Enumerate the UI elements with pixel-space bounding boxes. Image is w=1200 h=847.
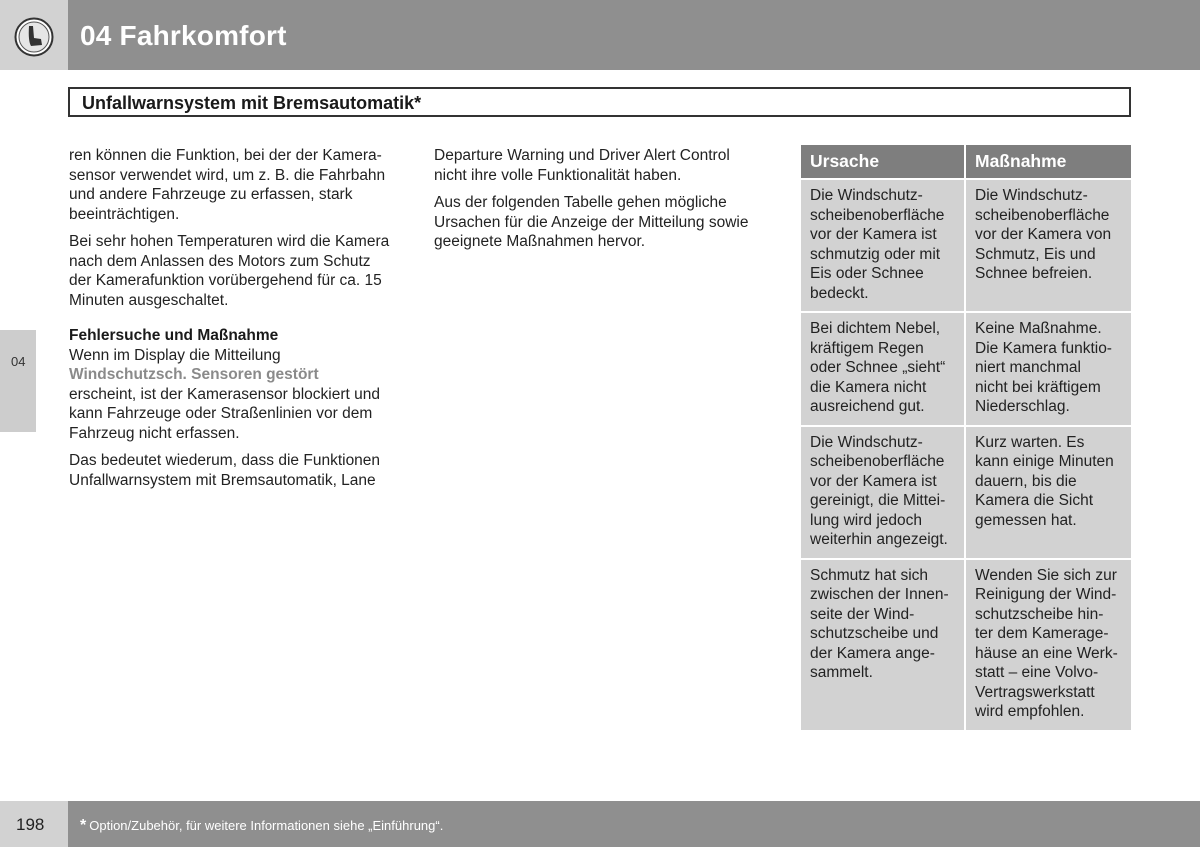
table-header-row bbox=[801, 145, 1131, 178]
text-line: nicht ihre volle Funktionalität haben. bbox=[434, 166, 682, 184]
text-line: Bei sehr hohen Temperaturen wird die Kamera bbox=[69, 233, 390, 250]
table-cell-cause: Die Windschutz- scheibenoberfläche vor der Kamera ist gereinigt, die Mittei- lung wird jedoch weiterhin angezeigt. bbox=[801, 427, 964, 558]
table-row bbox=[801, 180, 1131, 311]
text-line: beeinträchtigen. bbox=[69, 205, 180, 223]
table-cell-action: Wenden Sie sich zur Reinigung der Wind- schutzscheibe hin- ter dem Kamerage- häuse an eine Werk- statt – eine Volvo- Vertragswerkstatt wird empfohlen. bbox=[966, 560, 1131, 730]
text-column-1 bbox=[69, 146, 409, 498]
display-message: Windschutzsch. Sensoren gestört bbox=[69, 366, 319, 383]
text-column-2 bbox=[434, 146, 779, 260]
footnote-star: * bbox=[80, 817, 87, 834]
paragraph bbox=[69, 146, 409, 224]
seat-icon bbox=[14, 17, 54, 57]
text-line: Departure Warning und Driver Alert Control bbox=[434, 147, 730, 164]
table-cell-action: Kurz warten. Es kann einige Minuten dauern, bis die Kamera die Sicht gemessen hat. bbox=[966, 427, 1131, 558]
section-title: Unfallwarnsystem mit Bremsautomatik* bbox=[82, 93, 422, 113]
table-cell-action: Die Windschutz- scheibenoberfläche vor der Kamera von Schmutz, Eis und Schnee befreien. bbox=[966, 180, 1131, 311]
chapter-title: 04 Fahrkomfort bbox=[80, 20, 287, 51]
text-line: Ursachen für die Anzeige der Mitteilung sowie bbox=[434, 213, 749, 231]
page-number: 198 bbox=[16, 815, 45, 834]
text-line: Das bedeutet wiederum, dass die Funktionen bbox=[69, 452, 381, 469]
text-line: und andere Fahrzeuge zu erfassen, stark bbox=[69, 186, 353, 203]
troubleshooting-table bbox=[801, 145, 1131, 730]
paragraph bbox=[434, 193, 779, 252]
side-tab-label: 04 bbox=[11, 354, 26, 369]
chapter-icon-box bbox=[0, 0, 68, 70]
text-line: Fahrzeug nicht erfassen. bbox=[69, 424, 240, 442]
text-line: geeignete Maßnahmen hervor. bbox=[434, 233, 646, 250]
subheading: Fehlersuche und Maßnahme bbox=[69, 327, 279, 344]
text-line: der Kamerafunktion vorübergehend für ca. 15 bbox=[69, 272, 382, 289]
table-cell-cause: Die Windschutz- scheibenoberfläche vor der Kamera ist schmutzig oder mit Eis oder Schnee bedeckt. bbox=[801, 180, 964, 311]
table-row bbox=[801, 560, 1131, 730]
text-line: erscheint, ist der Kamerasensor blockiert und bbox=[69, 385, 381, 403]
paragraph bbox=[434, 146, 779, 185]
paragraph bbox=[69, 451, 409, 490]
text-line: nach dem Anlassen des Motors zum Schutz bbox=[69, 252, 371, 270]
text-line: sensor verwendet wird, um z. B. die Fahrbahn bbox=[69, 166, 386, 184]
section-title-box bbox=[68, 87, 1131, 117]
footnote bbox=[80, 817, 443, 835]
table-row bbox=[801, 427, 1131, 558]
footnote-text: Option/Zubehör, für weitere Informationen siehe „Einführung“. bbox=[89, 818, 444, 833]
text-line: ren können die Funktion, bei der der Kamera- bbox=[69, 147, 382, 164]
paragraph bbox=[69, 232, 409, 310]
text-line: kann Fahrzeuge oder Straßenlinien vor dem bbox=[69, 405, 373, 422]
text-line: Unfallwarnsystem mit Bremsautomatik, Lane bbox=[69, 471, 376, 489]
text-line: Aus der folgenden Tabelle gehen mögliche bbox=[434, 194, 727, 211]
table-header-action: Maßnahme bbox=[966, 145, 1131, 178]
footer-bar bbox=[68, 801, 1200, 847]
table-row bbox=[801, 313, 1131, 425]
text-line: Minuten ausgeschaltet. bbox=[69, 291, 229, 309]
table-cell-cause: Schmutz hat sich zwischen der Innen- seite der Wind- schutzscheibe und der Kamera ange- sammelt. bbox=[801, 560, 964, 730]
table-header-cause: Ursache bbox=[801, 145, 964, 178]
chapter-side-tab bbox=[0, 330, 36, 432]
text-line: Wenn im Display die Mitteilung bbox=[69, 346, 281, 364]
table-cell-cause: Bei dichtem Nebel, kräftigem Regen oder Schnee „sieht“ die Kamera nicht ausreichend gut. bbox=[801, 313, 964, 425]
table-cell-action: Keine Maßnahme. Die Kamera funktio- niert manchmal nicht bei kräftigem Niederschlag. bbox=[966, 313, 1131, 425]
paragraph bbox=[69, 346, 409, 444]
footer-page-box bbox=[0, 801, 68, 847]
